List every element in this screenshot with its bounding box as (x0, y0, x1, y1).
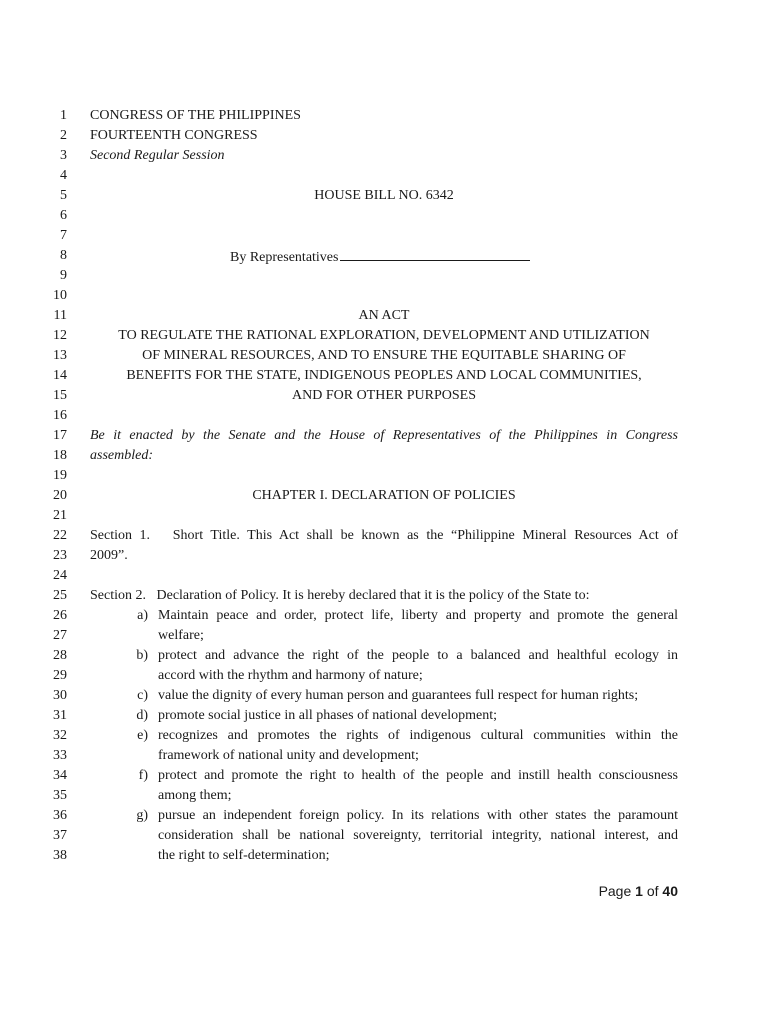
line-10 (0, 286, 768, 306)
line-number: 10 (53, 288, 67, 303)
line-30 (0, 686, 768, 706)
line-number: 30 (53, 688, 67, 703)
policy-item-text: recognizes and promotes the rights of indigenous cultural communities within the (158, 728, 678, 743)
line-33 (0, 746, 768, 766)
line-number: 28 (53, 648, 67, 663)
policy-item-text: pursue an independent foreign policy. In its relations with other states the paramount (158, 808, 678, 823)
policy-item-text: framework of national unity and development; (158, 748, 419, 763)
act-heading: AN ACT (358, 308, 410, 323)
list-marker: c) (137, 688, 148, 703)
session-label: Second Regular Session (90, 148, 225, 163)
representatives-label: By Representatives (230, 250, 339, 265)
line-number: 1 (60, 108, 67, 123)
list-marker: a) (137, 608, 148, 623)
line-14 (0, 366, 768, 386)
line-29 (0, 666, 768, 686)
representatives-line (230, 246, 550, 268)
line-18 (0, 446, 768, 466)
line-number: 31 (53, 708, 67, 723)
line-22 (0, 526, 768, 546)
page-label: Page (598, 883, 632, 899)
line-number: 23 (53, 548, 67, 563)
line-number: 24 (53, 568, 67, 583)
section-1-text: Section 1. Short Title. This Act shall be known as the “Philippine Mineral Resources Act of (90, 528, 678, 543)
line-number: 8 (60, 248, 67, 263)
line-31 (0, 706, 768, 726)
policy-item-text: Maintain peace and order, protect life, liberty and property and promote the general (158, 608, 678, 623)
list-marker: f) (138, 768, 148, 783)
policy-item-text: welfare; (158, 628, 204, 643)
enacting-clause: Be it enacted by the Senate and the House of Representatives of the Philippines in Congress (90, 428, 678, 443)
enacting-clause-end: assembled: (90, 448, 153, 463)
line-13 (0, 346, 768, 366)
congress-number: FOURTEENTH CONGRESS (90, 128, 258, 143)
act-title-line: OF MINERAL RESOURCES, AND TO ENSURE THE EQUITABLE SHARING OF (142, 348, 626, 363)
policy-item-text: protect and promote the right to health of the people and instill health consciousness (158, 768, 678, 783)
act-title-line: TO REGULATE THE RATIONAL EXPLORATION, DEVELOPMENT AND UTILIZATION (118, 328, 650, 343)
line-number: 3 (60, 148, 67, 163)
act-title-line: AND FOR OTHER PURPOSES (292, 388, 476, 403)
line-38 (0, 846, 768, 866)
line-1 (0, 106, 768, 126)
line-number: 12 (53, 328, 67, 343)
line-number: 18 (53, 448, 67, 463)
line-number: 16 (53, 408, 67, 423)
line-number: 6 (60, 208, 67, 223)
line-number: 36 (53, 808, 67, 823)
policy-item-text: value the dignity of every human person and guarantees full respect for human rights; (158, 688, 639, 703)
line-36 (0, 806, 768, 826)
line-number: 37 (53, 828, 67, 843)
line-20 (0, 486, 768, 506)
line-9 (0, 266, 768, 286)
line-4 (0, 166, 768, 186)
line-3 (0, 146, 768, 166)
act-title-line: BENEFITS FOR THE STATE, INDIGENOUS PEOPLES AND LOCAL COMMUNITIES, (126, 368, 642, 383)
current-page-number: 1 (635, 883, 643, 899)
line-number: 14 (53, 368, 67, 383)
section-1-text-end: 2009”. (90, 548, 128, 563)
line-15 (0, 386, 768, 406)
line-17 (0, 426, 768, 446)
line-number: 32 (53, 728, 67, 743)
line-12 (0, 326, 768, 346)
page-footer (90, 881, 678, 901)
line-number: 13 (53, 348, 67, 363)
policy-item-text: the right to self-determination; (158, 848, 330, 863)
policy-item-text: accord with the rhythm and harmony of nature; (158, 668, 423, 683)
line-number: 25 (53, 588, 67, 603)
line-21 (0, 506, 768, 526)
line-6 (0, 206, 768, 226)
line-number: 5 (60, 188, 67, 203)
line-number: 15 (53, 388, 67, 403)
list-marker: e) (137, 728, 148, 743)
line-number: 11 (53, 308, 67, 323)
line-number: 27 (53, 628, 67, 643)
line-number: 2 (60, 128, 67, 143)
of-label: of (646, 883, 659, 899)
line-11 (0, 306, 768, 326)
line-8 (0, 246, 768, 266)
line-16 (0, 406, 768, 426)
list-marker: g) (136, 808, 148, 823)
policy-item-text: among them; (158, 788, 232, 803)
line-34 (0, 766, 768, 786)
signature-blank (340, 246, 530, 261)
line-number: 33 (53, 748, 67, 763)
policy-item-text: promote social justice in all phases of national development; (158, 708, 498, 723)
line-number: 20 (53, 488, 67, 503)
line-number: 34 (53, 768, 67, 783)
line-24 (0, 566, 768, 586)
line-number: 38 (53, 848, 67, 863)
list-marker: b) (136, 648, 148, 663)
policy-item-text: consideration shall be national sovereignty, territorial integrity, national interest, and (158, 828, 678, 843)
line-37 (0, 826, 768, 846)
total-pages: 40 (662, 883, 678, 899)
line-number: 35 (53, 788, 67, 803)
line-7 (0, 226, 768, 246)
line-27 (0, 626, 768, 646)
policy-item-text: protect and advance the right of the people to a balanced and healthful ecology in (158, 648, 678, 663)
list-marker: d) (136, 708, 148, 723)
line-32 (0, 726, 768, 746)
line-number: 9 (60, 268, 67, 283)
line-number: 22 (53, 528, 67, 543)
line-5 (0, 186, 768, 206)
line-19 (0, 466, 768, 486)
line-28 (0, 646, 768, 666)
line-35 (0, 786, 768, 806)
line-number: 29 (53, 668, 67, 683)
line-23 (0, 546, 768, 566)
bill-number: HOUSE BILL NO. 6342 (314, 188, 454, 203)
chapter-heading: CHAPTER I. DECLARATION OF POLICIES (252, 488, 516, 503)
line-number: 19 (53, 468, 67, 483)
section-2-intro: Section 2. Declaration of Policy. It is hereby declared that it is the policy of the State to: (90, 588, 590, 603)
congress-heading: CONGRESS OF THE PHILIPPINES (90, 108, 301, 123)
line-number: 7 (60, 228, 67, 243)
line-2 (0, 126, 768, 146)
line-number: 21 (53, 508, 67, 523)
line-26 (0, 606, 768, 626)
line-number: 4 (60, 168, 67, 183)
line-number: 26 (53, 608, 67, 623)
line-number: 17 (53, 428, 67, 443)
line-25 (0, 586, 768, 606)
